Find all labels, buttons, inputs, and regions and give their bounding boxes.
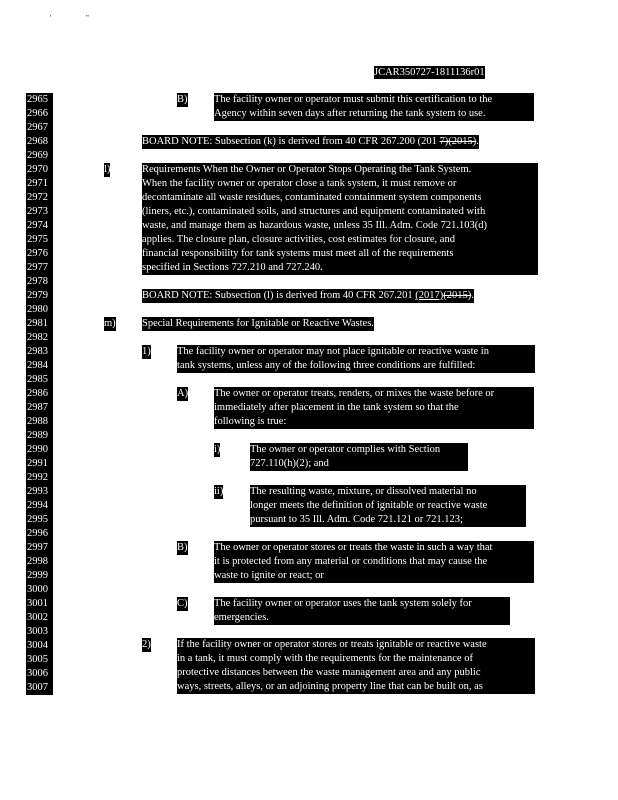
- text-line: The owner or operator stores or treats the waste in such a way that: [214, 542, 493, 553]
- paragraph-m2: [177, 638, 535, 694]
- line-number: 2978: [26, 275, 53, 289]
- text-line: ways, streets, alleys, or an adjoining property line that can be built on, as: [177, 681, 483, 692]
- text-line: emergencies.: [214, 612, 269, 623]
- line-number: 2995: [26, 513, 53, 527]
- text-line: waste, and manage them as hazardous waste, unless 35 Ill. Adm. Code 721.103(d): [142, 220, 487, 231]
- paragraph-l: [142, 163, 538, 275]
- text-line: following is true:: [214, 416, 287, 427]
- item-label: l): [104, 164, 111, 175]
- line-number: 2967: [26, 121, 53, 135]
- text-line: Agency within seven days after returning the tank system to use.: [214, 108, 486, 119]
- line-number: 2988: [26, 415, 53, 429]
- item-label: m): [104, 318, 116, 329]
- paragraph-kB: [214, 93, 534, 121]
- line-number: 2965: [26, 93, 53, 107]
- text-line: When the facility owner or operator close a tank system, it must remove or: [142, 178, 457, 189]
- text-line: protective distances between the waste management area and any public: [177, 667, 481, 678]
- line-number: 2998: [26, 555, 53, 569]
- paragraph-m1A: [214, 387, 534, 429]
- line-number: 2972: [26, 191, 53, 205]
- struck-text: (2015): [443, 290, 472, 301]
- paragraph-m1B: [214, 541, 534, 583]
- line-number: 2985: [26, 373, 53, 387]
- line-number: 2983: [26, 345, 53, 359]
- text-line: pursuant to 35 Ill. Adm. Code 721.121 or 721.123;: [250, 514, 463, 525]
- line-number: 2996: [26, 527, 53, 541]
- text-line: decontaminate all waste residues, contaminated containment system components: [142, 192, 482, 203]
- text-line: applies. The closure plan, closure activities, cost estimates for closure, and: [142, 234, 455, 245]
- line-number: 2994: [26, 499, 53, 513]
- line-number: 2968: [26, 135, 53, 149]
- board-note-l: [142, 289, 474, 303]
- line-number: 2969: [26, 149, 53, 163]
- text-line: The facility owner or operator may not place ignitable or reactive waste in: [177, 346, 489, 357]
- text-line: tank systems, unless any of the following three conditions are fulfilled:: [177, 360, 476, 371]
- underlined-text: (2017): [415, 290, 444, 301]
- line-number: 2970: [26, 163, 53, 177]
- note-text: BOARD NOTE: Subsection (k) is derived from 40 CFR 267.200 (201: [142, 136, 440, 147]
- line-number: 3006: [26, 667, 53, 681]
- line-number: 2984: [26, 359, 53, 373]
- text-line: The owner or operator complies with Section: [250, 444, 441, 455]
- text-line: it is protected from any material or conditions that may cause the: [214, 556, 488, 567]
- line-number: 3003: [26, 625, 53, 639]
- item-label: B): [177, 94, 188, 105]
- item-label: 1): [142, 346, 151, 357]
- item-label: A): [177, 388, 189, 399]
- scan-mark: ": [86, 14, 89, 22]
- text-line: If the facility owner or operator stores or treats ignitable or reactive waste: [177, 639, 487, 650]
- item-label: i): [214, 444, 221, 455]
- paragraph-m1: [177, 345, 535, 373]
- line-number: 2991: [26, 457, 53, 471]
- document-id: JCAR350727-1811136r01: [374, 67, 485, 78]
- line-number: 2981: [26, 317, 53, 331]
- line-number: 2997: [26, 541, 53, 555]
- line-number: 2974: [26, 219, 53, 233]
- line-number: 2973: [26, 205, 53, 219]
- text-line: The resulting waste, mixture, or dissolved material no: [250, 486, 477, 497]
- line-number: 2999: [26, 569, 53, 583]
- note-end: .: [471, 290, 474, 301]
- item-label: 2): [142, 639, 151, 650]
- line-number: 2975: [26, 233, 53, 247]
- line-number: 3005: [26, 653, 53, 667]
- text-line: 727.110(h)(2); and: [250, 458, 329, 469]
- text-line: The facility owner or operator must submit this certification to the: [214, 94, 493, 105]
- line-number: 3002: [26, 611, 53, 625]
- line-number: 2982: [26, 331, 53, 345]
- text-line: Requirements When the Owner or Operator Stops Operating the Tank System.: [142, 164, 472, 175]
- item-label: B): [177, 542, 188, 553]
- text-line: (liners, etc.), contaminated soils, and structures and equipment contaminated with: [142, 206, 486, 217]
- line-number: 2971: [26, 177, 53, 191]
- text-line: specified in Sections 727.210 and 727.240.: [142, 262, 323, 273]
- line-number: 3004: [26, 639, 53, 653]
- note-text: BOARD NOTE: Subsection (l) is derived from 40 CFR 267.201: [142, 290, 416, 301]
- line-number: 3000: [26, 583, 53, 597]
- line-number: 2980: [26, 303, 53, 317]
- text-line: The facility owner or operator uses the tank system solely for: [214, 598, 472, 609]
- scan-mark: ': [50, 14, 52, 22]
- section-heading-m: Special Requirements for Ignitable or Reactive Wastes.: [142, 318, 374, 329]
- struck-text: 7)(2015): [439, 136, 477, 147]
- line-number: 2966: [26, 107, 53, 121]
- line-number: 2993: [26, 485, 53, 499]
- text-line: in a tank, it must comply with the requirements for the maintenance of: [177, 653, 473, 664]
- line-number: 3007: [26, 681, 53, 695]
- text-line: immediately after placement in the tank system so that the: [214, 402, 459, 413]
- line-number: 2986: [26, 387, 53, 401]
- paragraph-m1Aii: [250, 485, 526, 527]
- line-number: 2987: [26, 401, 53, 415]
- paragraph-m1Ai: [250, 443, 468, 471]
- line-number: 3001: [26, 597, 53, 611]
- line-number: 2990: [26, 443, 53, 457]
- paragraph-m1C: [214, 597, 510, 625]
- line-number: 2992: [26, 471, 53, 485]
- text-line: waste to ignite or react; or: [214, 570, 324, 581]
- board-note-k: [142, 135, 479, 149]
- line-number: 2989: [26, 429, 53, 443]
- note-end: .: [476, 136, 479, 147]
- text-line: longer meets the definition of ignitable or reactive waste: [250, 500, 488, 511]
- item-label: ii): [214, 486, 224, 497]
- text-line: financial responsibility for tank systems must meet all of the requirements: [142, 248, 454, 259]
- line-number: 2977: [26, 261, 53, 275]
- item-label: C): [177, 598, 188, 609]
- text-line: The owner or operator treats, renders, or mixes the waste before or: [214, 388, 495, 399]
- line-number: 2979: [26, 289, 53, 303]
- line-number: 2976: [26, 247, 53, 261]
